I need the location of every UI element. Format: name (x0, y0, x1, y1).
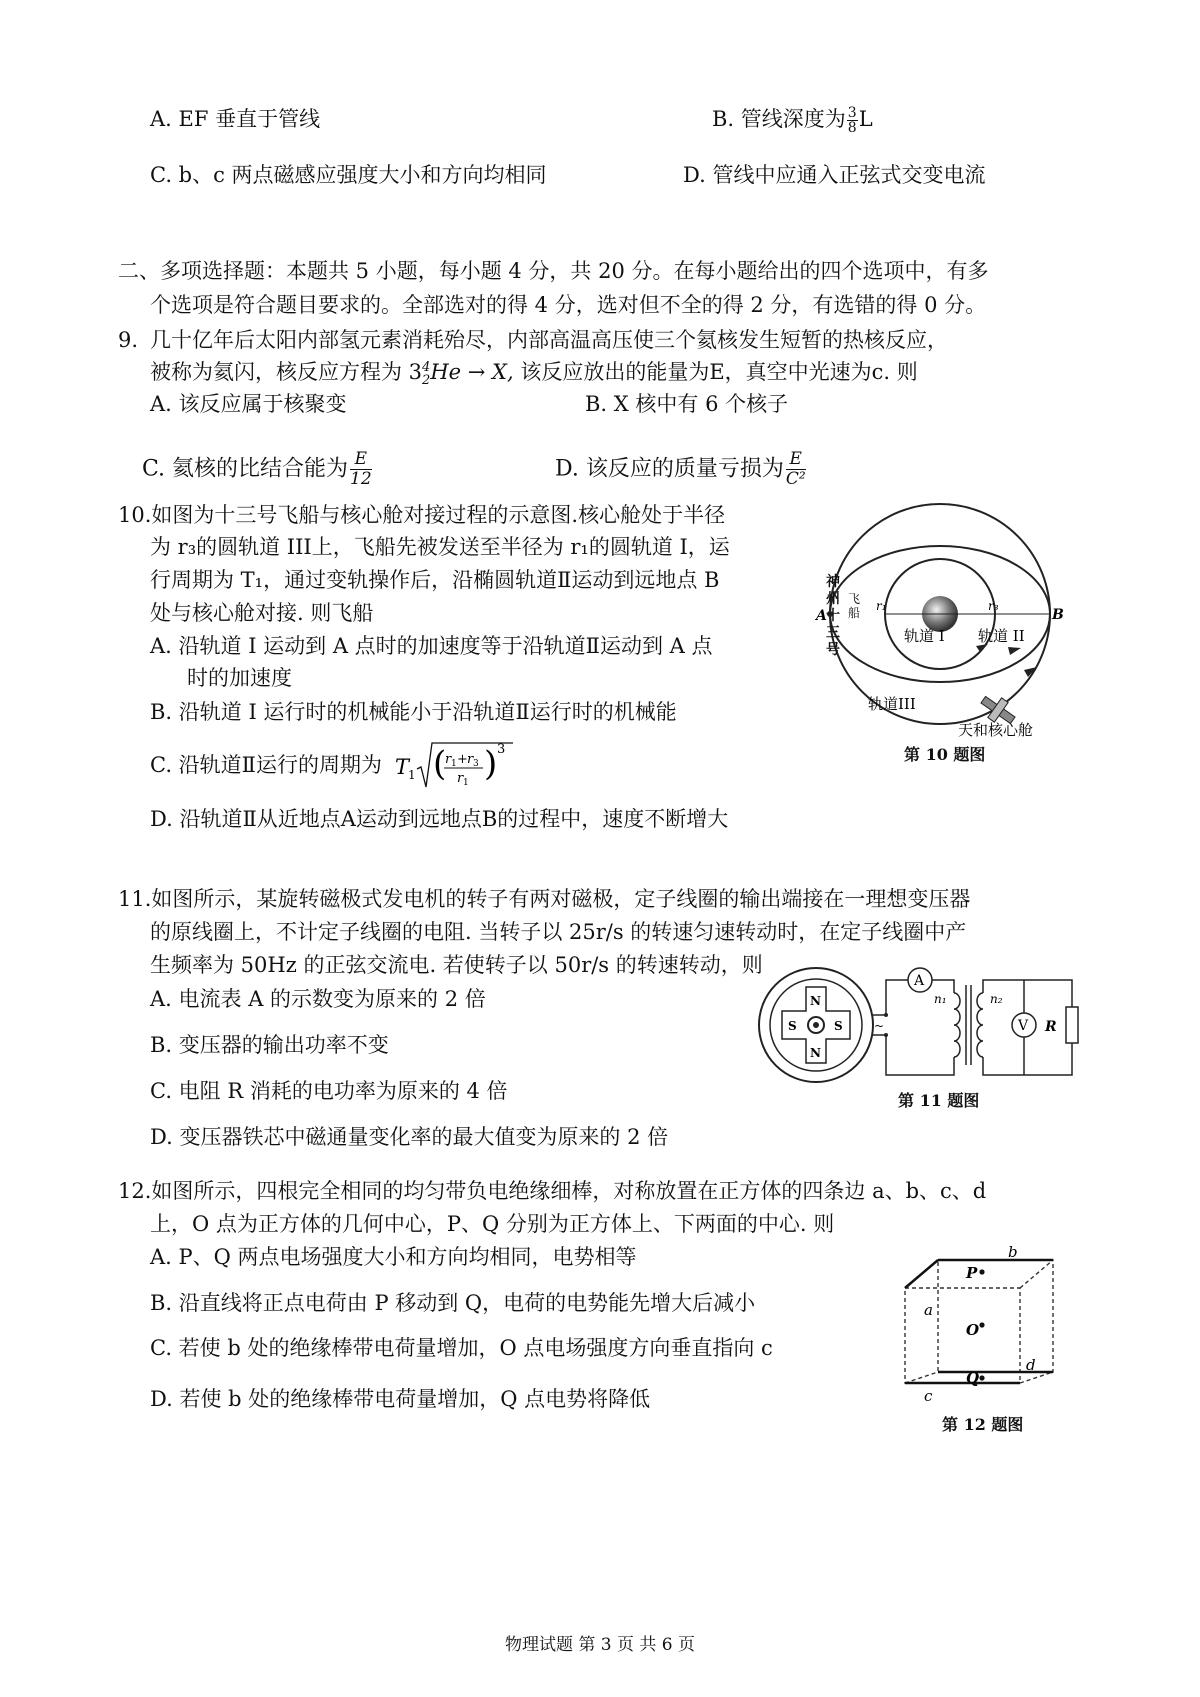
q8-option-c: C. b、c 两点磁感应强度大小和方向均相同 (150, 163, 547, 187)
shenzhou-vertical-label: 神 州 十 三 号 (826, 574, 840, 658)
label-q: Q (966, 1369, 980, 1387)
q10-line4: 处与核心舱对接. 则飞船 (150, 601, 374, 625)
svg-text:r: r (445, 752, 452, 767)
ship-vertical-label: 飞 船 (848, 592, 861, 620)
q10-option-d: D. 沿轨道Ⅱ从近地点A运动到远地点B的过程中，速度不断增大 (150, 807, 729, 831)
r1-label: r₁ (876, 599, 887, 613)
svg-text:+: + (457, 752, 468, 767)
svg-text:(: ( (433, 744, 447, 784)
svg-text:3: 3 (497, 742, 506, 757)
q10-orbit-figure (816, 497, 1080, 739)
svg-text:r: r (457, 771, 464, 786)
station-label: 天和核心舱 (958, 721, 1034, 739)
q12-figure-caption: 第 12 题图 (942, 1415, 1024, 1434)
q12-line1: 12.如图所示，四根完全相同的均匀带负电绝缘细棒，对称放置在正方体的四条边 a、b、c、d (118, 1179, 987, 1203)
svg-text:3: 3 (473, 759, 479, 769)
pole-s-right: S (834, 1019, 843, 1033)
label-o: O (966, 1321, 980, 1339)
q10-option-b: B. 沿轨道 I 运行时的机械能小于沿轨道Ⅱ运行时的机械能 (150, 700, 677, 724)
pole-s-left: S (788, 1019, 797, 1033)
point-a-label: A (816, 608, 827, 624)
pole-n-top: N (810, 994, 821, 1008)
n1-label: n₁ (934, 992, 947, 1006)
q9-option-b: B. X 核中有 6 个核子 (585, 392, 789, 416)
svg-text:1: 1 (463, 778, 469, 788)
n2-label: n₂ (990, 992, 1003, 1006)
q12-cube-figure (900, 1243, 1060, 1405)
svg-text:1: 1 (408, 768, 416, 782)
q9-option-d: D. 该反应的质量亏损为 $\frac{E}{\text{C²}}$ (555, 449, 806, 489)
q10-option-a-line2: 时的加速度 (187, 666, 292, 690)
rod-a (905, 1260, 938, 1288)
r-label: R (1045, 1019, 1057, 1035)
label-c: c (924, 1387, 933, 1405)
q11-line3: 生频率为 50Hz 的正弦交流电. 若使转子以 50r/s 的转速转动，则 (150, 953, 763, 977)
q10-period-formula (395, 735, 545, 797)
orbit-iii-label: 轨道III (868, 695, 916, 713)
q12-line2: 上，O 点为正方体的几何中心，P、Q 分别为正方体上、下两面的中心. 则 (150, 1212, 835, 1236)
svg-text:): ) (484, 744, 498, 784)
r3-label: r₃ (988, 599, 999, 613)
q9-line2: 被称为氦闪，核反应方程为 3 4 2 He → X, 该反应放出的能量为E，真空中光速为c. 则 (150, 359, 918, 388)
ac-tilde: ~ (874, 1019, 885, 1033)
q11-option-d: D. 变压器铁芯中磁通量变化率的最大值变为原来的 2 倍 (150, 1125, 669, 1149)
label-b: b (1008, 1243, 1018, 1261)
point-b-label: B (1052, 607, 1064, 623)
page-footer: 物理试题 第 3 页 共 6 页 (504, 1635, 696, 1655)
label-d: d (1026, 1356, 1036, 1374)
q11-figure-caption: 第 11 题图 (898, 1091, 980, 1110)
q10-figure-caption: 第 10 题图 (904, 745, 986, 764)
q11-option-c: C. 电阻 R 消耗的电功率为原来的 4 倍 (150, 1079, 508, 1103)
q9-option-a: A. 该反应属于核聚变 (150, 392, 347, 416)
q12-option-d: D. 若使 b 处的绝缘棒带电荷量增加，Q 点电势将降低 (150, 1387, 651, 1411)
q12-option-a: A. P、Q 两点电场强度大小和方向均相同，电势相等 (150, 1245, 637, 1269)
svg-text:r: r (467, 752, 474, 767)
q10-option-a-line1: A. 沿轨道 I 运动到 A 点时的加速度等于沿轨道Ⅱ运动到 A 点 (150, 634, 713, 658)
q11-line2: 的原线圈上，不计定子线圈的电阻. 当转子以 25r/s 的转速匀速转动时，在定子线圈中产 (150, 920, 967, 944)
q10-line1: 10.如图为十三号飞船与核心舱对接过程的示意图.核心舱处于半径 (118, 503, 726, 527)
q9-option-c: C. 氦核的比结合能为 $\frac{E}{12}$ (142, 449, 372, 489)
resistor-icon (1066, 1007, 1078, 1043)
section2-line2: 个选项是符合题目要求的。全部选对的得 4 分，选对但不全的得 2 分，有选错的得 0 分。 (150, 293, 987, 317)
q10-line2: 为 r₃的圆轨道 III上，飞船先被发送至半径为 r₁的圆轨道 I，运 (150, 535, 730, 559)
q9-line1: 几十亿年后太阳内部氢元素消耗殆尽，内部高温高压使三个氦核发生短暂的热核反应， (150, 328, 948, 352)
label-p: P (966, 1264, 978, 1282)
section2-line1: 二、多项选择题：本题共 5 小题，每小题 4 分，共 20 分。在每小题给出的四个选项中，有多 (118, 259, 989, 283)
svg-text:T: T (395, 755, 410, 779)
q12-option-b: B. 沿直线将正点电荷由 P 移动到 Q，电荷的电势能先增大后减小 (150, 1291, 756, 1315)
q8-option-a: A. EF 垂直于管线 (150, 107, 321, 131)
q10-option-c: C. 沿轨道Ⅱ运行的周期为 (150, 753, 382, 777)
orbit-i-label: 轨道 I (904, 627, 945, 645)
svg-text:V: V (1018, 1018, 1029, 1034)
q8-option-d: D. 管线中应通入正弦式交变电流 (683, 163, 986, 187)
q8-option-b: B. 管线深度为 $\frac{3}{8}$ L (712, 105, 873, 136)
orbit-ii-label: 轨道 II (978, 627, 1025, 645)
q11-option-b: B. 变压器的输出功率不变 (150, 1033, 389, 1057)
q12-option-c: C. 若使 b 处的绝缘棒带电荷量增加，O 点电场强度方向垂直指向 c (150, 1336, 773, 1360)
q11-option-a: A. 电流表 A 的示数变为原来的 2 倍 (150, 987, 486, 1011)
pole-n-bottom: N (810, 1046, 821, 1060)
q9-number: 9. (118, 328, 139, 352)
svg-text:A: A (914, 973, 925, 989)
q11-line1: 11.如图所示，某旋转磁极式发电机的转子有两对磁极，定子线圈的输出端接在一理想变压器 (118, 887, 971, 911)
label-a: a (924, 1301, 933, 1319)
svg-text:1: 1 (451, 759, 457, 769)
q10-line3: 行周期为 T₁，通过变轨操作后，沿椭圆轨道Ⅱ运动到远地点 B (150, 568, 720, 592)
q11-circuit-figure (758, 965, 1080, 1085)
